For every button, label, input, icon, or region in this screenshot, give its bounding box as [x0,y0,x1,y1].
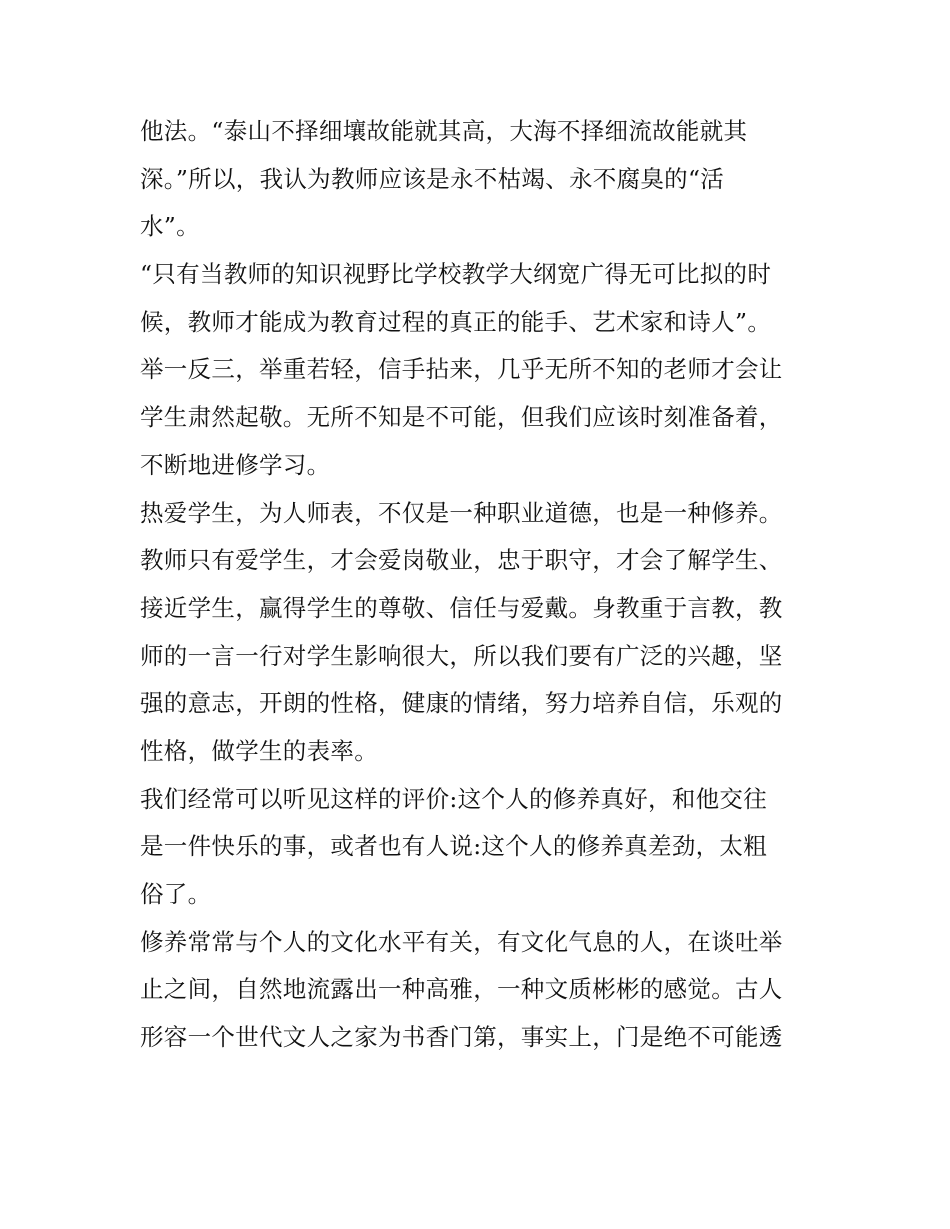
text-line: 教师只有爱学生，才会爱岗敬业，忠于职守，才会了解学生、 [140,546,783,575]
body-text [140,108,820,1062]
text-line: 我们经常可以听见这样的评价:这个人的修养真好，和他交往 [140,784,768,813]
text-line: 他法。“泰山不择细壤故能就其高，大海不择细流故能就其 [140,117,748,145]
text-line: 止之间，自然地流露出一种高雅，一种文质彬彬的感觉。古人 [140,975,783,1004]
text-line: 候，教师才能成为教育过程的真正的能手、艺术家和诗人”。 [140,307,772,336]
text-line: 强的意志，开朗的性格，健康的情绪，努力培养自信，乐观的 [140,689,783,718]
text-line: 不断地进修学习。 [140,450,331,479]
text-line: 俗了。 [140,880,212,908]
text-line: 修养常常与个人的文化水平有关，有文化气息的人，在谈吐举 [140,927,783,956]
text-line: 学生肃然起敬。无所不知是不可能，但我们应该时刻准备着， [140,403,783,432]
text-line: 热爱学生，为人师表，不仅是一种职业道德，也是一种修养。 [140,498,783,527]
text-line: 是一件快乐的事，或者也有人说:这个人的修养真差劲，太粗 [140,832,768,861]
text-line: 水”。 [140,212,200,241]
text-line: 性格，做学生的表率。 [140,736,378,765]
text-line: 接近学生，赢得学生的尊敬、信任与爱戴。身教重于言教，教 [140,593,783,622]
text-line: “只有当教师的知识视野比学校教学大纲宽广得无可比拟的时 [140,260,772,289]
text-line: 形容一个世代文人之家为书香门第，事实上，门是绝不可能透 [140,1023,783,1052]
text-line: 举一反三，举重若轻，信手拈来，几乎无所不知的老师才会让 [140,355,783,384]
text-line: 深。”所以，我认为教师应该是永不枯竭、永不腐臭的“活 [140,164,725,193]
text-line: 师的一言一行对学生影响很大，所以我们要有广泛的兴趣，坚 [140,641,783,670]
